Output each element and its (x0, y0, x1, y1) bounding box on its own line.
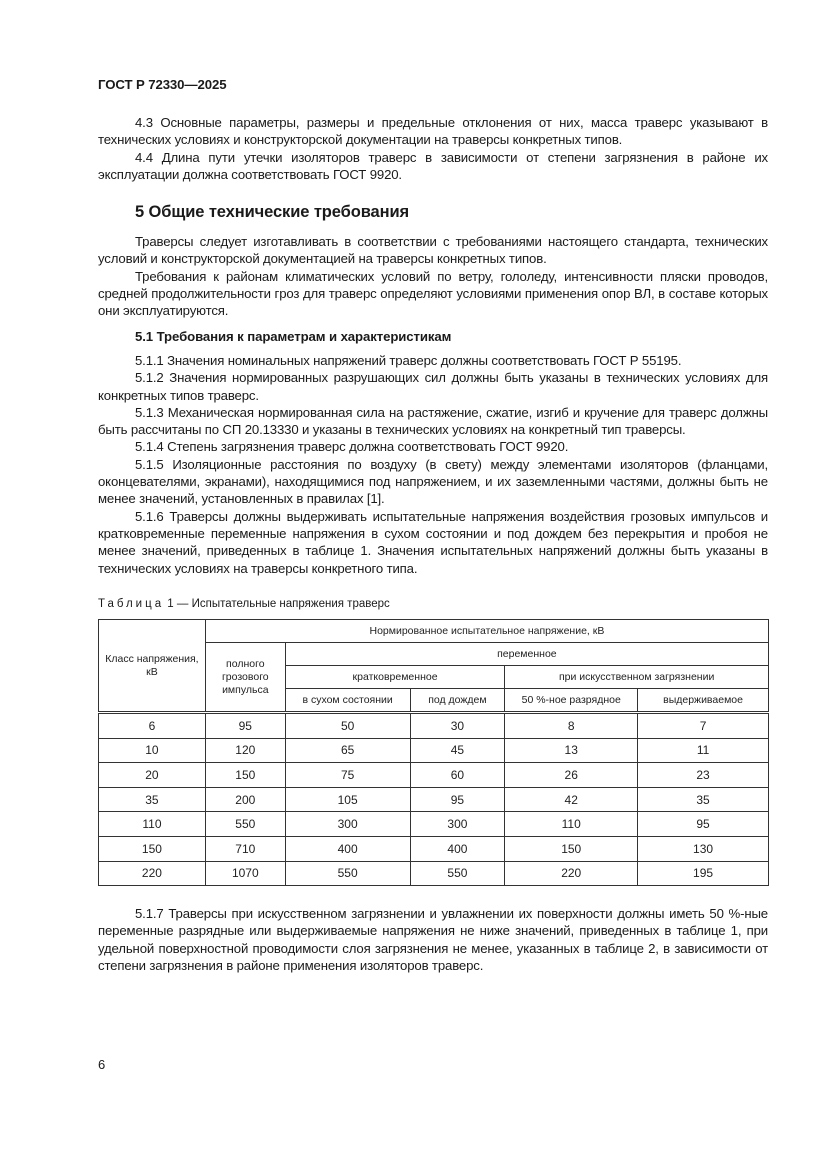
paragraph-5-intro-2: Требования к районам климатических условий по ветру, гололеду, интенсивности пляски проводов, средней продолжительности гроз для траверс определяют условиями применения опор ВЛ, в составе которых они эксплуатируются. (98, 268, 768, 319)
table-row (99, 861, 769, 886)
header-dry: в сухом состоянии (285, 689, 410, 713)
table-1-test-voltages (98, 619, 769, 886)
paragraph-4-3: 4.3 Основные параметры, размеры и предельные отклонения от них, масса траверс указывают в технических условиях и конструкторской документации на траверсы конкретных типов. (98, 115, 768, 148)
header-full-impulse: полного грозового импульса (205, 643, 285, 713)
cell: 220 (505, 861, 638, 886)
cell: 60 (410, 763, 505, 788)
cell: 95 (410, 787, 505, 812)
header-voltage-class: Класс напряжения, кВ (99, 620, 206, 713)
cell: 150 (505, 836, 638, 861)
table-row (99, 836, 769, 861)
cell: 65 (285, 738, 410, 763)
cell: 150 (205, 763, 285, 788)
section-5-1-title: 5.1 Требования к параметрам и характеристикам (135, 329, 452, 344)
table-caption-title: 1 — Испытательные напряжения траверс (164, 598, 390, 610)
table-row (99, 812, 769, 837)
cell: 13 (505, 738, 638, 763)
cell: 50 (285, 713, 410, 739)
cell: 110 (505, 812, 638, 837)
cell: 11 (638, 738, 769, 763)
paragraph-5-1-2: 5.1.2 Значения нормированных разрушающих сил должны быть указаны в технических условиях для конкретных типов траверс. (98, 370, 768, 403)
cell: 120 (205, 738, 285, 763)
paragraph-5-intro-1: Траверсы следует изготавливать в соответствии с требованиями настоящего стандарта, технических условий и конструкторской документацией на траверсы конкретных типов. (98, 234, 768, 267)
header-flashover-50: 50 %-ное разрядное (505, 689, 638, 713)
cell: 400 (410, 836, 505, 861)
cell: 23 (638, 763, 769, 788)
cell: 195 (638, 861, 769, 886)
cell: 10 (99, 738, 206, 763)
cell: 42 (505, 787, 638, 812)
cell: 45 (410, 738, 505, 763)
section-5 (98, 203, 768, 222)
cell: 7 (638, 713, 769, 739)
cell: 6 (99, 713, 206, 739)
paragraph-5-1-5: 5.1.5 Изоляционные расстояния по воздуху (в свету) между элементами изоляторов (фланцами, оконцевателями, экранами), находящимися под напряжением, и их заземленными частями, должны быть не менее значений, установленных в правилах [1]. (98, 456, 768, 507)
intro-paragraphs (98, 114, 768, 183)
paragraph-4-4: 4.4 Длина пути утечки изоляторов траверс в зависимости от степени загрязнения в районе их эксплуатации должна соответствовать ГОСТ 9920. (98, 149, 768, 182)
cell: 300 (410, 812, 505, 837)
cell: 35 (638, 787, 769, 812)
cell: 550 (285, 861, 410, 886)
header-artificial-pollution: при искусственном загрязнении (505, 666, 769, 689)
cell: 400 (285, 836, 410, 861)
cell: 95 (638, 812, 769, 837)
section-5-1-body (98, 352, 768, 577)
table-row (99, 738, 769, 763)
paragraph-5-1-7: 5.1.7 Траверсы при искусственном загрязнении и увлажнении их поверхности должны иметь 50 %-ные переменные разрядные или выдерживаемые напряжения не ниже значений, приведенных в таблице 1, при удельной поверхностной проводимости слоя загрязнения не менее, указанных в таблице 2, в зависимости от степени загрязнения в районе применения изоляторов траверс. (98, 906, 768, 973)
page-number: 6 (98, 1057, 106, 1072)
table-1-caption (98, 598, 390, 610)
header-alternating: переменное (285, 643, 768, 666)
cell: 220 (99, 861, 206, 886)
cell: 200 (205, 787, 285, 812)
cell: 26 (505, 763, 638, 788)
cell: 95 (205, 713, 285, 739)
header-rain: под дождем (410, 689, 505, 713)
cell: 710 (205, 836, 285, 861)
section-5-body (98, 233, 768, 319)
header-withstand: выдерживаемое (638, 689, 769, 713)
table-row (99, 787, 769, 812)
paragraph-5-1-3: 5.1.3 Механическая нормированная сила на растяжение, сжатие, изгиб и кручение для траверс должны быть рассчитаны по СП 20.13330 и указаны в технических условиях на конкретный тип траверсы. (98, 404, 768, 438)
table-row (99, 713, 769, 739)
cell: 130 (638, 836, 769, 861)
cell: 20 (99, 763, 206, 788)
cell: 75 (285, 763, 410, 788)
header-normalized-voltage: Нормированное испытательное напряжение, кВ (205, 620, 768, 643)
cell: 30 (410, 713, 505, 739)
cell: 110 (99, 812, 206, 837)
cell: 300 (285, 812, 410, 837)
header-short-term: кратковременное (285, 666, 505, 689)
cell: 8 (505, 713, 638, 739)
section-5-1 (98, 329, 768, 344)
cell: 550 (205, 812, 285, 837)
paragraph-5-1-4: 5.1.4 Степень загрязнения траверс должна соответствовать ГОСТ 9920. (135, 439, 569, 455)
cell: 1070 (205, 861, 285, 886)
document-header-id: ГОСТ Р 72330—2025 (98, 77, 227, 92)
cell: 35 (99, 787, 206, 812)
cell: 105 (285, 787, 410, 812)
cell: 550 (410, 861, 505, 886)
cell: 150 (99, 836, 206, 861)
section-5-title: 5 Общие технические требования (135, 203, 410, 221)
paragraph-5-1-1: 5.1.1 Значения номинальных напряжений траверс должны соответствовать ГОСТ Р 55195. (135, 353, 682, 368)
paragraph-5-1-7-block (98, 905, 768, 974)
paragraph-5-1-6: 5.1.6 Траверсы должны выдерживать испытательные напряжения воздействия грозовых импульсов и кратковременные переменные напряжения в сухом состоянии и под дождем без перекрытия и пробоя не менее значений, приведенных в таблице 1. Значения испытательных напряжений должны быть указаны в технических условиях на траверсы конкретного типа. (98, 508, 768, 576)
table-row (99, 763, 769, 788)
table-caption-word: Таблица (98, 598, 165, 610)
